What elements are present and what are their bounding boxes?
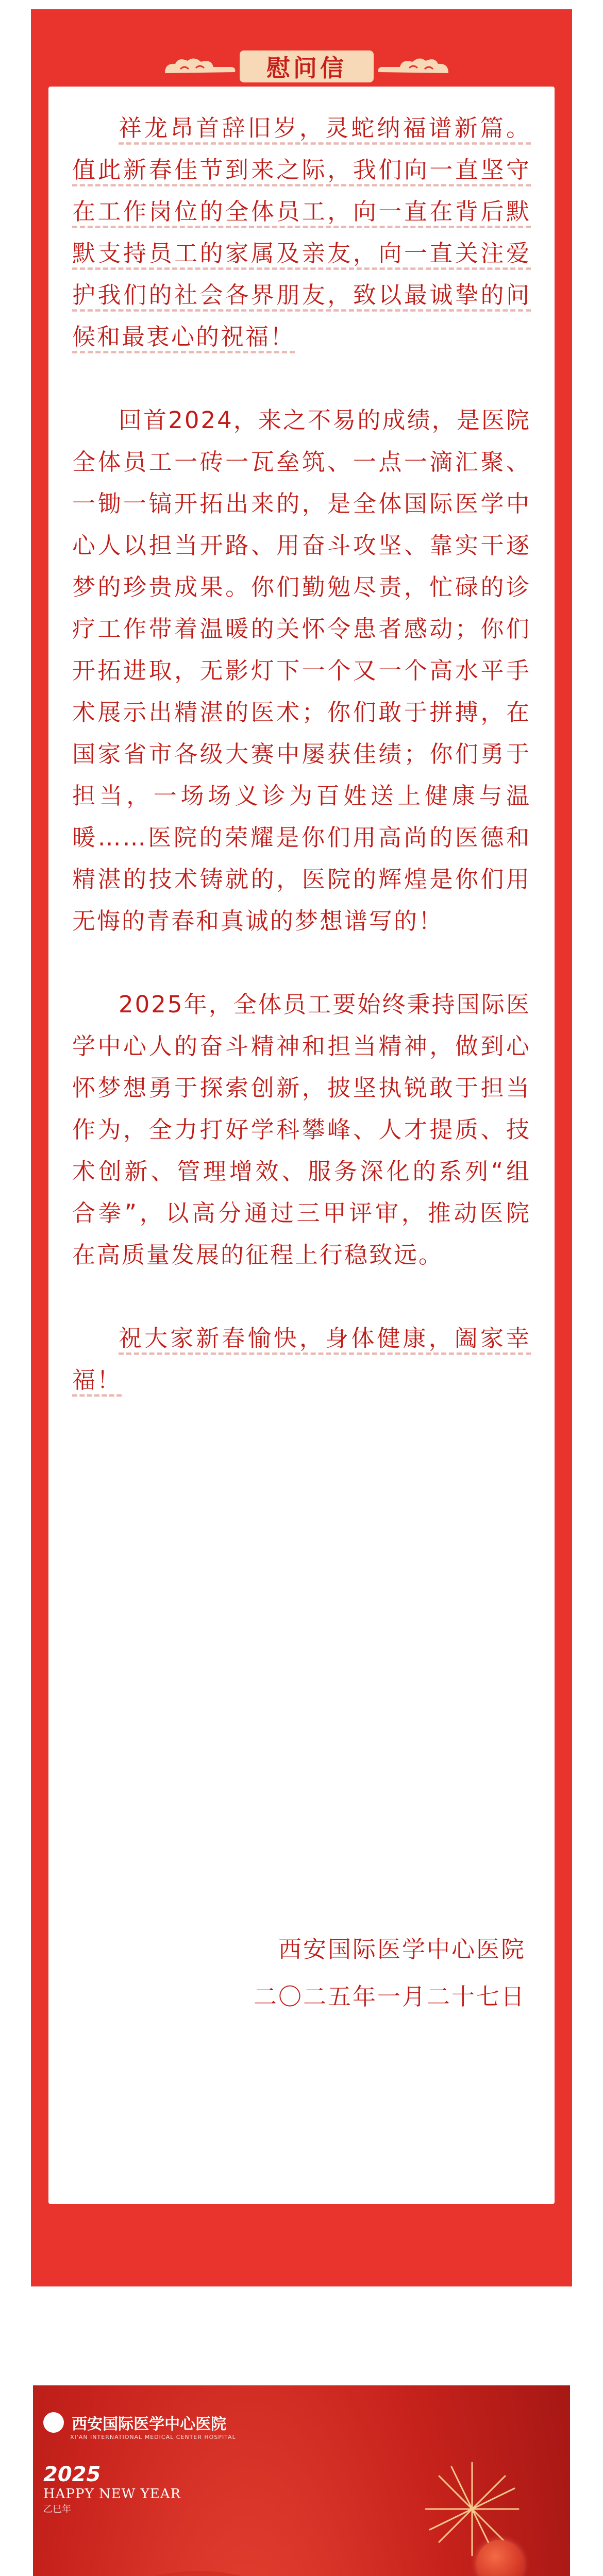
- happy-new-year-text: HAPPY NEW YEAR: [43, 2486, 181, 2502]
- letter-paragraph: 回首2024，来之不易的成绩，是医院全体员工一砖一瓦垒筑、一点一滴汇聚、一锄一镐开拓出来的，是全体国际医学中心人以担当开路、用奋斗攻坚、靠实干逐梦的珍贵成果。你们勤勉尽责，忙碌的诊疗工作带着温暖的关怀令患者感动；你们开拓进取，无影灯下一个又一个高水平手术展示出精湛的医术；你们敢于拼搏，在国家省市各级大赛中屡获佳绩；你们勇于担当，一场场义诊为百姓送上健康与温暖……医院的荣耀是你们用高尚的医德和精湛的技术铸就的，医院的辉煌是你们用无悔的青春和真诚的梦想谱写的！: [72, 406, 531, 935]
- year-block: [43, 2463, 181, 2515]
- letter-title: 慰问信: [240, 50, 374, 82]
- lantern-ribs-decoration: [33, 2571, 383, 2576]
- year-number: 2025: [43, 2463, 101, 2486]
- hospital-logo-icon: [43, 2412, 64, 2433]
- hospital-english-name: XI'AN INTERNATIONAL MEDICAL CENTER HOSPITAL: [70, 2434, 236, 2441]
- letter-paragraph: 祝大家新春愉快，身体健康，阖家幸福！: [72, 1325, 531, 1394]
- letter-signature-block: [72, 1926, 526, 2021]
- zodiac-year-text: 乙巳年: [43, 2504, 71, 2515]
- new-year-poster: [33, 2385, 570, 2576]
- hospital-brand: [43, 2411, 236, 2441]
- letter-paragraph: 2025年，全体员工要始终秉持国际医学中心人的奋斗精神和担当精神，做到心怀梦想勇于探索创新，披坚执锐敢于担当作为，全力打好学科攀峰、人才提质、技术创新、管理增效、服务深化的系列“组合拳”，以高分通过三甲评审，推动医院在高质量发展的征程上行稳致远。: [72, 991, 531, 1268]
- letter-date: 二〇二五年一月二十七日: [253, 1983, 526, 2010]
- auspicious-cloud-icon: [376, 56, 454, 78]
- auspicious-cloud-icon: [160, 56, 237, 78]
- letter-body: [72, 107, 531, 1443]
- hospital-name: 西安国际医学中心医院: [72, 2415, 227, 2433]
- letter-signature: 西安国际医学中心医院: [278, 1936, 526, 1963]
- letter-paragraph: 祥龙昂首辞旧岁，灵蛇纳福谱新篇。值此新春佳节到来之际，我们向一直坚守在工作岗位的全体员工，向一直在背后默默支持员工的家属及亲友，向一直关注爱护我们的社会各界朋友，致以最诚挚的问候和最衷心的祝福！: [72, 114, 531, 350]
- condolence-letter-card: [31, 9, 572, 2286]
